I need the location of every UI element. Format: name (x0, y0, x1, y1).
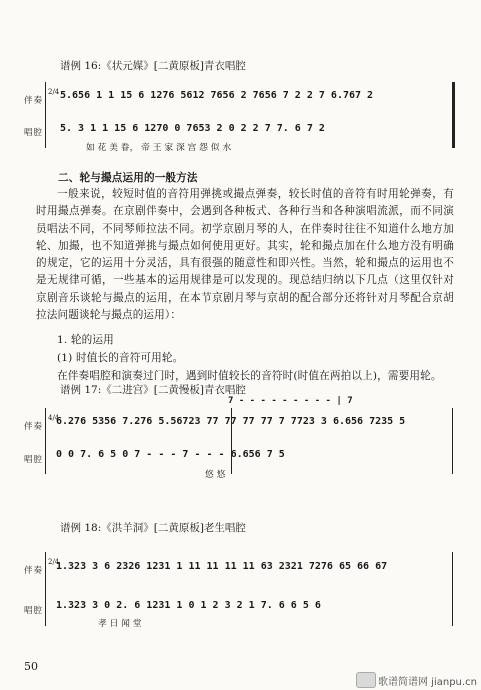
example-18-system-bar (45, 552, 46, 626)
example-17-end-bar (452, 408, 453, 474)
item-1-heading: (1) 时值长的音符可用轮。 (57, 352, 184, 364)
page-number: 50 (24, 660, 38, 673)
example-18-time-signature: 2/4 (48, 558, 60, 566)
example-17-accomp-label: 伴奏 (24, 422, 44, 432)
example-17-title: 谱例 17:《二进宫》[二黄慢板]青衣唱腔 (60, 384, 246, 396)
example-18-accomp-label: 伴奏 (24, 566, 44, 576)
example-16-vocal-label: 唱腔 (24, 128, 44, 138)
example-18-vocal-notes: 1.323 3 0 2. 6 1231 1 0 1 2 3 2 1 7. 6 6 5 6 (56, 600, 321, 611)
example-18-accomp-notes: 1.323 3 6 2326 1231 1 11 11 11 11 63 2321 7276 65 66 67 (56, 561, 388, 572)
example-18-lyrics: 孝 日 闻 堂 (98, 619, 142, 629)
subsection-heading: 1. 轮的运用 (57, 334, 114, 346)
example-17-vocal-label: 唱腔 (24, 455, 44, 465)
example-18-vocal-label: 唱腔 (24, 606, 44, 616)
example-18-title: 谱例 18:《洪羊洞》[二黄原板]老生唱腔 (60, 522, 246, 534)
example-17-vocal-notes: 0 0 7. 6 5 0 7 - - - 7 - - - 6.656 7 5 (56, 449, 285, 460)
example-17-time-signature: 4/4 (48, 414, 60, 422)
example-17-lyrics: 悠 悠 (205, 470, 226, 480)
watermark: 歌谱简谱网 jianpu.cn (378, 677, 477, 688)
example-16-system-bar (45, 82, 46, 148)
example-16-title: 谱例 16:《状元媒》[二黄原板]青衣唱腔 (60, 60, 246, 72)
example-17-system-bar (45, 408, 46, 474)
example-16-time-signature: 2/4 (48, 88, 60, 96)
example-16-lyrics: 如 花 美 眷， 帝 王 家 深 宫 怨 似 水 (86, 143, 232, 153)
section-paragraph: 一般来说，较短时值的音符用弹挑或撮点弹奏，较长时值的音符有时用轮弹奏，有时用撮点弹奏。在京剧伴奏中，会遇到各种板式、各种行当和各种演唱流派，而不同演员唱法不同，不同琴师拉法不同。初学京剧月琴的人，在伴奏时往往不知道什么地方加轮、加撮，也不知道弹挑与撮点如何使用更好。其实，轮和撮点加在什么地方没有明确的规定，它的运用十分灵活，具有很强的随意性和即兴性。当然，轮和撮点的运用也不是无规律可循，一些基本的运用规律是可以发现的。现总结归纳以下几点（这里仅针对京剧音乐谈轮与撮点的运用，在本节京剧月琴与京胡的配合部分还将针对月琴配合京胡拉法问题谈轮与撮点的运用）： (36, 188, 454, 322)
example-16-accomp-label: 伴奏 (24, 96, 44, 106)
example-16-accomp-notes: 5.656 1 1 15 6 1276 5612 7656 2 7656 7 2 2 7 6.767 2 (60, 90, 374, 101)
section-heading: 二、轮与撮点运用的一般方法 (58, 172, 198, 184)
item-1-text: 在伴奏唱腔和演奏过门时，遇到时值较长的音符时(时值在两拍以上)，需要用轮。 (57, 370, 442, 382)
example-16-vocal-notes: 5. 3 1 1 15 6 1270 0 7653 2 0 2 2 7 7. 6 7 2 (60, 123, 325, 134)
example-17-accomp-notes: 6.276 5356 7.276 5.56723 77 77 77 77 7 7723 3 6.656 7235 5 (56, 416, 406, 427)
site-logo-icon (356, 672, 376, 688)
example-16-end-bar (452, 82, 455, 148)
example-18-end-bar (452, 552, 453, 626)
example-17-tremolo-mark: 7 - - - - - - - - - | 7 (228, 396, 353, 406)
